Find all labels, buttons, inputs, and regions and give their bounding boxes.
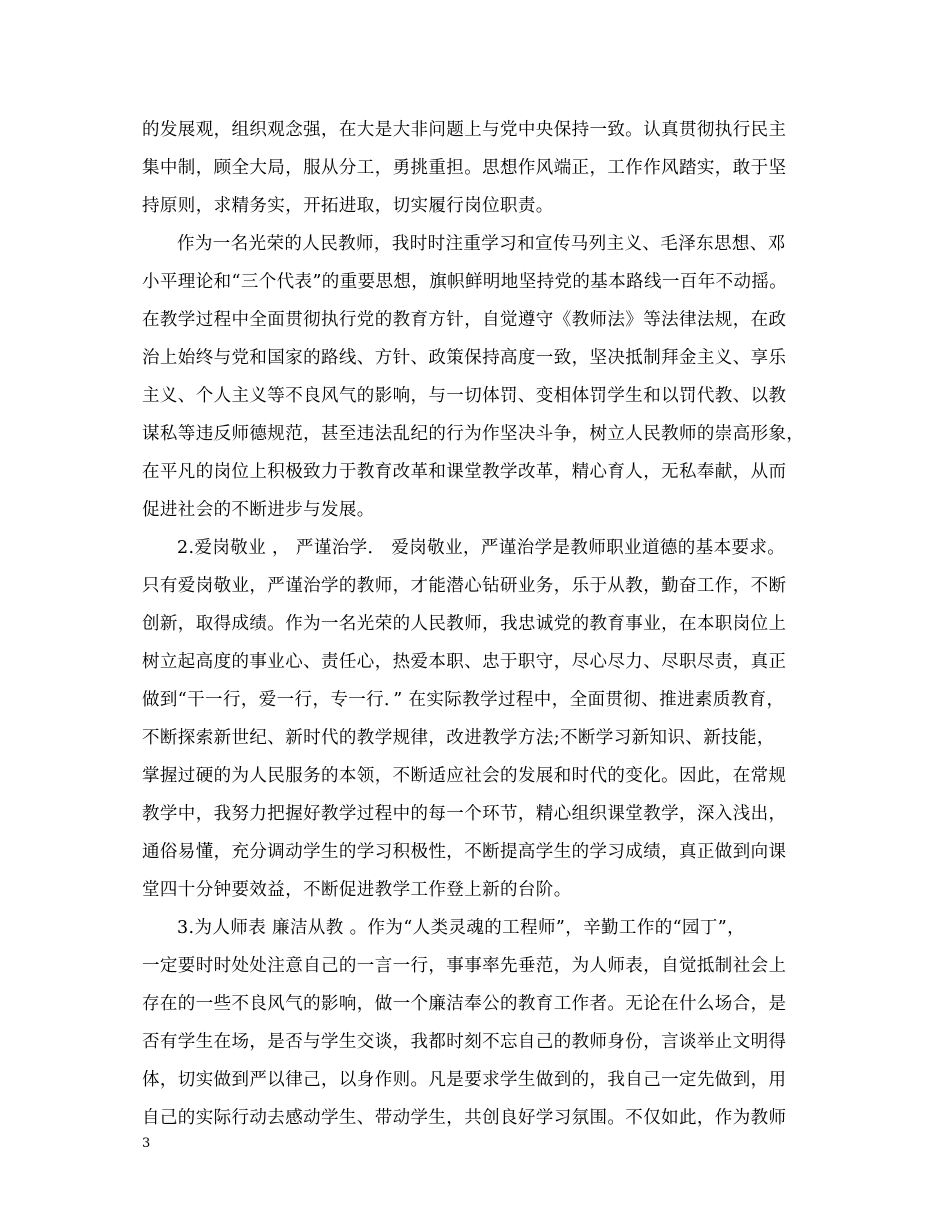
text-line: 体，切实做到严以律己，以身作则。凡是要求学生做到的，我自己一定先做到，用: [142, 1070, 787, 1090]
text-line: 小平理论和“三个代表”的重要思想，旗帜鲜明地坚持党的基本路线一百年不动摇。: [142, 272, 788, 292]
text-line: 不断探索新世纪、新时代的教学规律，改进教学方法;不断学习新知识、新技能，: [142, 728, 775, 748]
text-line: 持原则，求精务实，开拓进取，切实履行岗位职责。: [142, 196, 554, 216]
text-line: 堂四十分钟要效益，不断促进教学工作登上新的台阶。: [142, 880, 572, 900]
text-line: 教学中，我努力把握好教学过程中的每一个环节，精心组织课堂教学，深入浅出，: [142, 804, 787, 824]
section-heading-line: 2.爱岗敬业 ， 严谨治学． 爱岗敬业，严谨治学是教师职业道德的基本要求。: [177, 538, 786, 558]
text-line: 否有学生在场，是否与学生交谈，我都时刻不忘自己的教师身份，言谈举止文明得: [142, 1032, 787, 1052]
text-line: 谋私等违反师德规范，甚至违法乱纪的行为作坚决斗争，树立人民教师的崇高形象，: [142, 424, 805, 444]
section-heading-line: 3.为人师表 廉洁从教 。作为“人类灵魂的工程师”，辛勤工作的“园丁”，: [177, 918, 746, 938]
text-line: 只有爱岗敬业，严谨治学的教师，才能潜心钻研业务，乐于从教，勤奋工作，不断: [142, 576, 787, 596]
text-line: 创新，取得成绩。作为一名光荣的人民教师，我忠诚党的教育事业，在本职岗位上: [142, 614, 787, 634]
text-line: 促进社会的不断进步与发展。: [142, 500, 375, 520]
text-line: 掌握过硬的为人民服务的本领，不断适应社会的发展和时代的变化。因此，在常规: [142, 766, 787, 786]
text-line: 通俗易懂，充分调动学生的学习积极性，不断提高学生的学习成绩，真正做到向课: [142, 842, 787, 862]
paragraph-first-line: 作为一名光荣的人民教师，我时时注重学习和宣传马列主义、毛泽东思想、邓: [177, 234, 786, 254]
text-line: 主义、个人主义等不良风气的影响，与一切体罚、变相体罚学生和以罚代教、以教: [142, 386, 787, 406]
text-line: 集中制，顾全大局，服从分工，勇挑重担。思想作风端正，工作作风踏实，敢于坚: [142, 158, 787, 178]
text-line: 存在的一些不良风气的影响，做一个廉洁奉公的教育工作者。无论在什么场合，是: [142, 994, 787, 1014]
text-line: 治上始终与党和国家的路线、方针、政策保持高度一致，坚决抵制拜金主义、享乐: [142, 348, 787, 368]
text-line: 树立起高度的事业心、责任心，热爱本职、忠于职守，尽心尽力、尽职尽责，真正: [142, 652, 787, 672]
text-line: 做到“干一行，爱一行，专一行．” 在实际教学过程中，全面贯彻、推进素质教育，: [142, 690, 785, 710]
text-line: 自己的实际行动去感动学生、带动学生，共创良好学习氛围。不仅如此，作为教师: [142, 1108, 787, 1128]
text-line: 在平凡的岗位上积极致力于教育改革和课堂教学改革，精心育人，无私奉献，从而: [142, 462, 787, 482]
page-number: 3: [142, 1136, 151, 1151]
text-line: 在教学过程中全面贯彻执行党的教育方针，自觉遵守《教师法》等法律法规，在政: [142, 310, 787, 330]
text-line: 一定要时时处处注意自己的一言一行，事事率先垂范，为人师表，自觉抵制社会上: [142, 956, 787, 976]
text-line: 的发展观，组织观念强，在大是大非问题上与党中央保持一致。认真贯彻执行民主: [142, 120, 787, 140]
